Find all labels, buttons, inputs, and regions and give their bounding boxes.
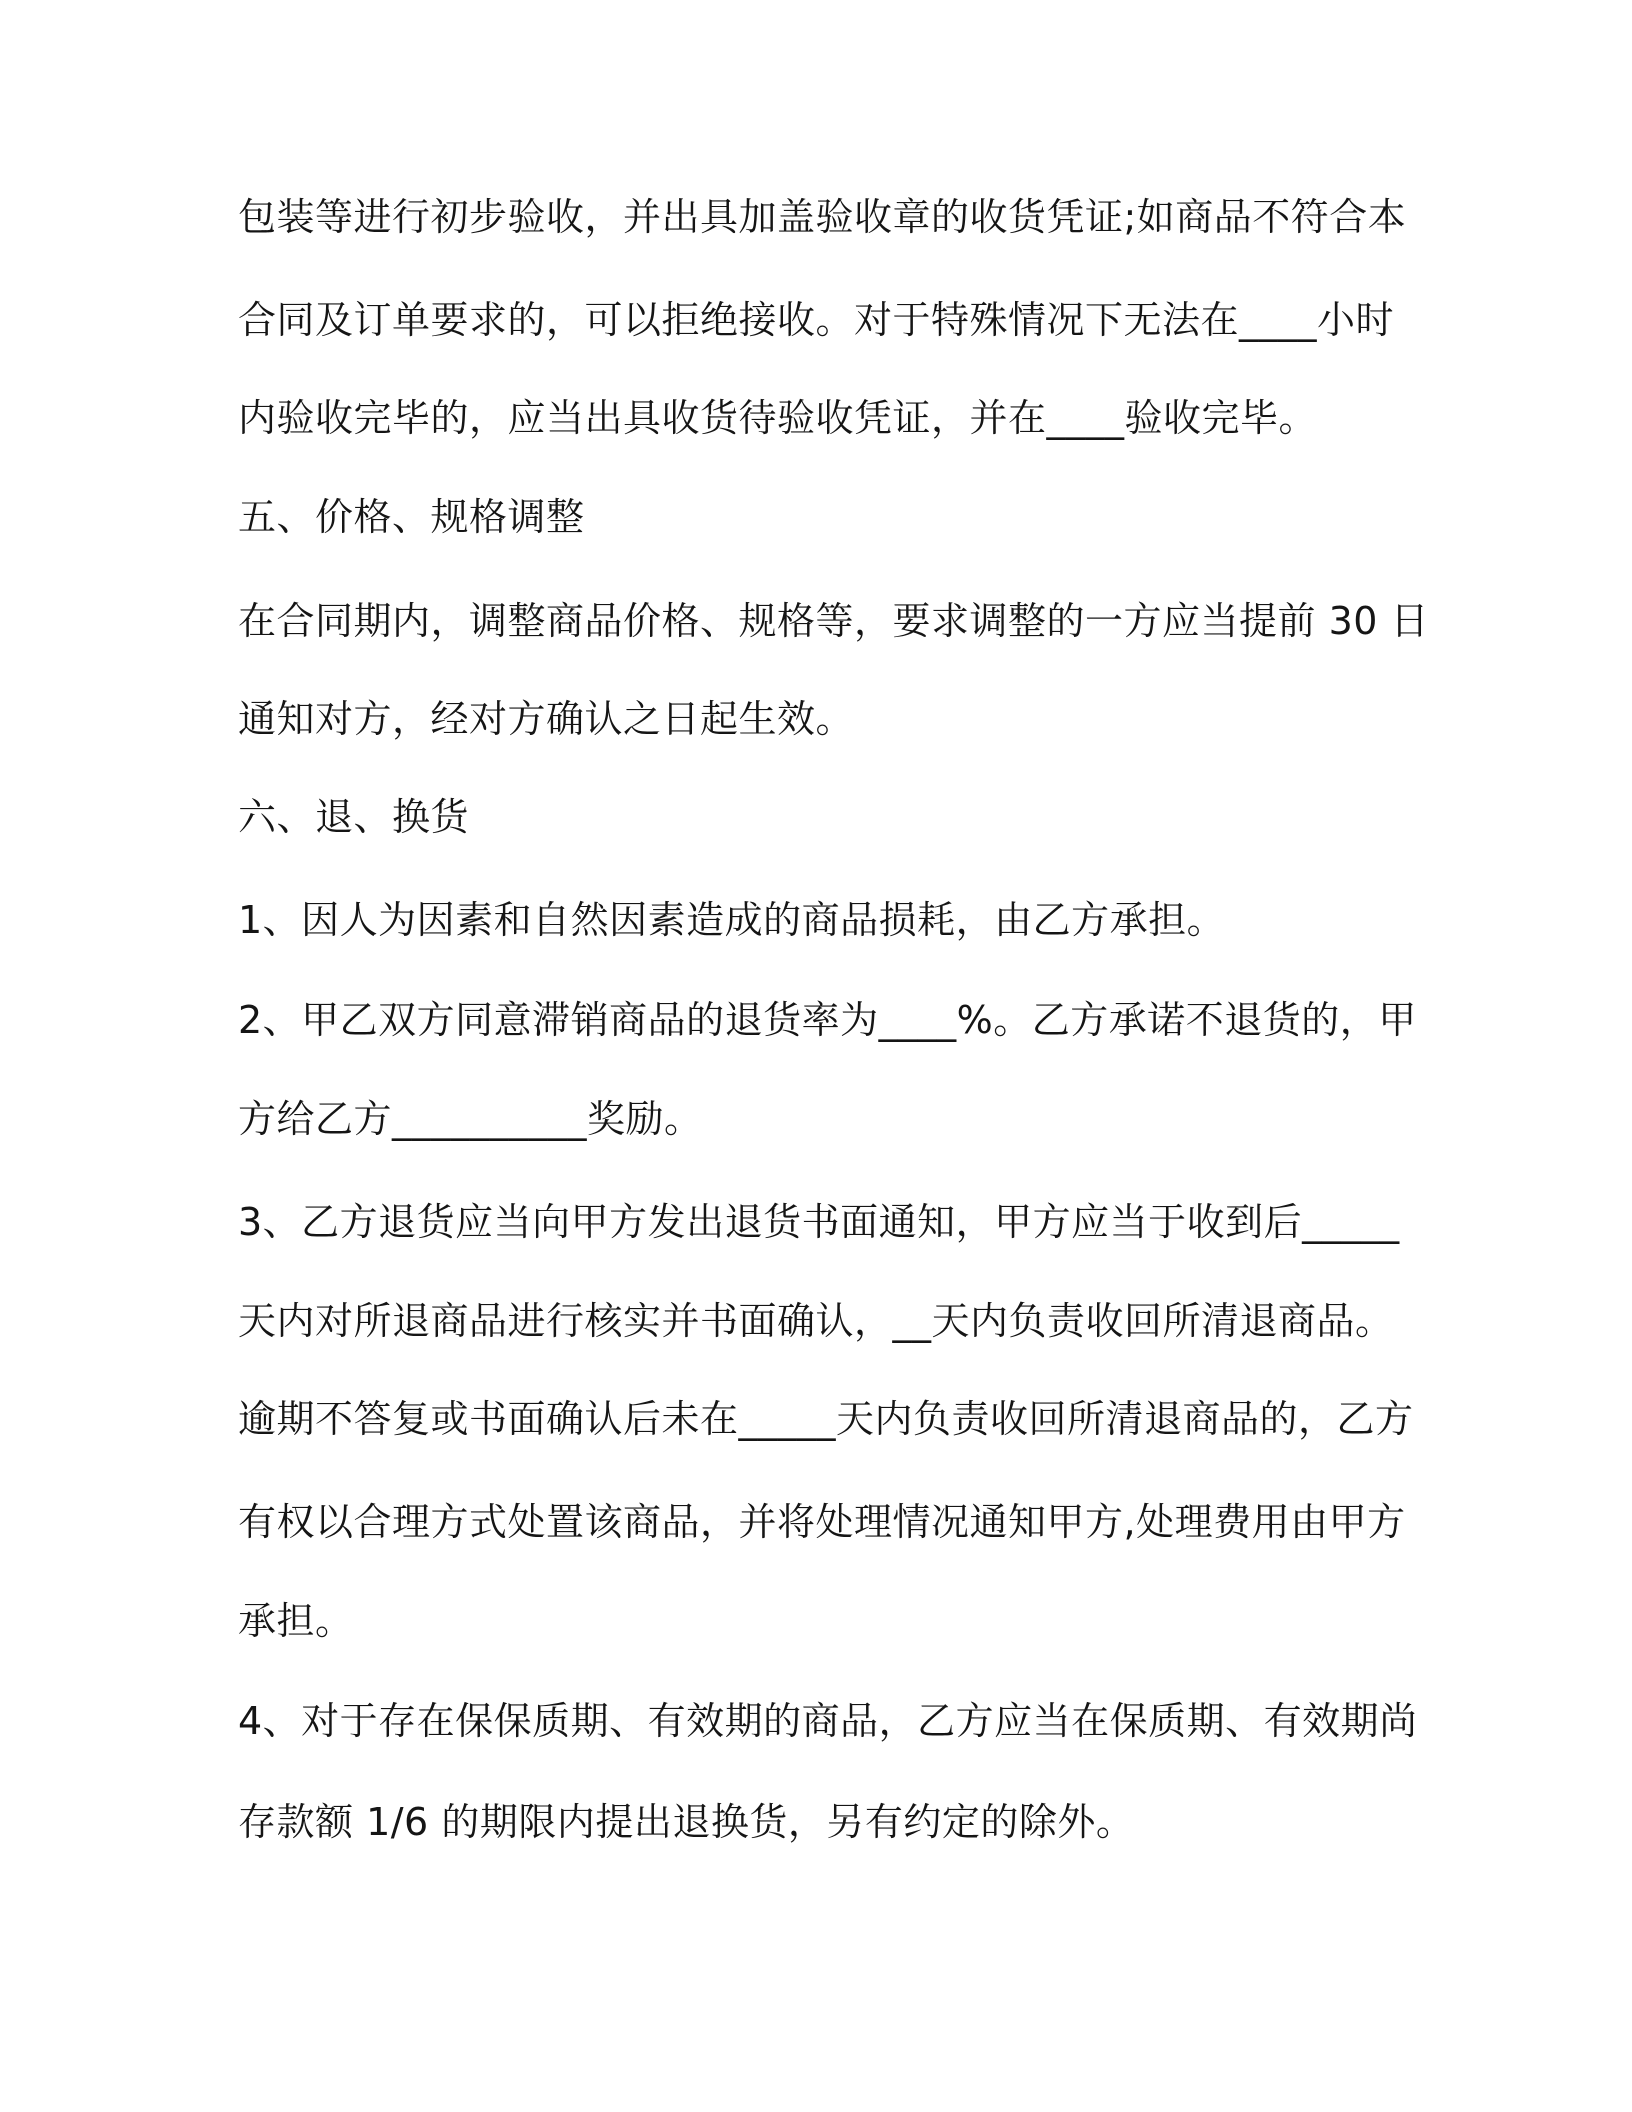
text-line: 包装等进行初步验收，并出具加盖验收章的收货凭证;如商品不符合本 (238, 195, 1407, 239)
text-line: 在合同期内，调整商品价格、规格等，要求调整的一方应当提前 30 日 (238, 599, 1430, 643)
list-item: 4、对于存在保保质期、有效期的商品，乙方应当在保质期、有效期尚 (238, 1699, 1418, 1743)
text-line: 逾期不答复或书面确认后未在_____天内负责收回所清退商品的，乙方 (238, 1397, 1414, 1441)
section-heading: 五、价格、规格调整 (238, 495, 585, 539)
text-line: 承担。 (238, 1599, 354, 1643)
text-line: 天内对所退商品进行核实并书面确认，__天内负责收回所清退商品。 (238, 1299, 1394, 1343)
text-line: 方给乙方__________奖励。 (238, 1097, 703, 1141)
list-item: 1、因人为因素和自然因素造成的商品损耗，由乙方承担。 (238, 898, 1226, 942)
text-line: 有权以合理方式处置该商品，并将处理情况通知甲方,处理费用由甲方 (238, 1500, 1406, 1544)
section-heading: 六、退、换货 (238, 795, 470, 839)
list-item: 3、乙方退货应当向甲方发出退货书面通知，甲方应当于收到后_____ (238, 1200, 1400, 1244)
list-item: 2、甲乙双方同意滞销商品的退货率为____%。乙方承诺不退货的，甲 (238, 998, 1417, 1042)
text-line: 通知对方，经对方确认之日起生效。 (238, 697, 855, 741)
text-line: 存款额 1/6 的期限内提出退换货，另有约定的除外。 (238, 1800, 1135, 1844)
text-line: 合同及订单要求的，可以拒绝接收。对于特殊情况下无法在____小时 (238, 298, 1395, 342)
text-line: 内验收完毕的，应当出具收货待验收凭证，并在____验收完毕。 (238, 396, 1318, 440)
